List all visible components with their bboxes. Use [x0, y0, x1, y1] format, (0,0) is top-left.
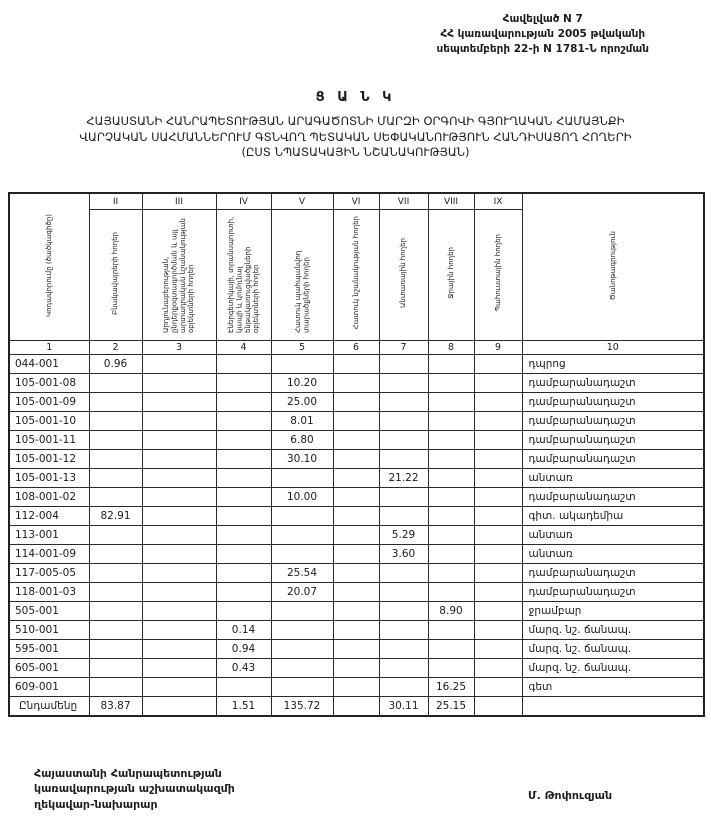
value-cell: [142, 374, 216, 393]
value-cell: [216, 564, 271, 583]
note-cell: [522, 697, 704, 717]
note-cell: անտառ: [522, 469, 704, 488]
table-body: [9, 355, 704, 717]
signatory-line-2: կառավարության աշխատակազմի: [34, 782, 235, 796]
value-cell: 135.72: [271, 697, 333, 717]
value-cell: [428, 640, 474, 659]
column-index-cell: 5: [271, 341, 333, 355]
value-cell: [271, 355, 333, 374]
value-cell: [271, 526, 333, 545]
value-cell: [333, 374, 379, 393]
value-cell: 16.25: [428, 678, 474, 697]
roman-numeral-iii: III: [142, 193, 216, 210]
value-cell: [428, 583, 474, 602]
value-cell: [142, 659, 216, 678]
value-cell: [89, 526, 142, 545]
header-forest-lands: [379, 210, 428, 341]
column-index-row: [9, 341, 704, 355]
value-cell: [216, 507, 271, 526]
value-cell: [216, 355, 271, 374]
code-cell: 105-001-12: [9, 450, 89, 469]
document-title: Ց Ա Ն Կ: [315, 90, 396, 105]
header-code-label: Կոդավորումը (ծածկագիծը): [45, 214, 54, 317]
value-cell: [379, 678, 428, 697]
value-cell: [271, 659, 333, 678]
header-water-label: Ջրային հողեր: [446, 247, 455, 299]
value-cell: 5.29: [379, 526, 428, 545]
value-cell: [474, 374, 522, 393]
value-cell: [89, 659, 142, 678]
note-cell: անտառ: [522, 545, 704, 564]
value-cell: [379, 412, 428, 431]
value-cell: [89, 469, 142, 488]
value-cell: [89, 412, 142, 431]
value-cell: [142, 526, 216, 545]
value-cell: [333, 355, 379, 374]
value-cell: [379, 640, 428, 659]
value-cell: [333, 602, 379, 621]
value-cell: 0.14: [216, 621, 271, 640]
signature-name: Մ. Թոփուզյան: [528, 789, 613, 802]
total-row: [9, 697, 704, 717]
value-cell: 6.80: [271, 431, 333, 450]
value-cell: [333, 450, 379, 469]
header-protected-label: Հատուկ պահպանվող տարածքների հողեր: [293, 250, 310, 333]
note-cell: դամբարանադաշտ: [522, 393, 704, 412]
table-row: [9, 488, 704, 507]
value-cell: [89, 431, 142, 450]
roman-numeral-v: V: [271, 193, 333, 210]
header-special-lands: [333, 210, 379, 341]
value-cell: [142, 393, 216, 412]
value-cell: [333, 431, 379, 450]
column-index-cell: 9: [474, 341, 522, 355]
value-cell: [142, 507, 216, 526]
value-cell: [379, 507, 428, 526]
code-cell: 595-001: [9, 640, 89, 659]
value-cell: [474, 412, 522, 431]
value-cell: [474, 602, 522, 621]
value-cell: [333, 697, 379, 717]
table-row: [9, 412, 704, 431]
value-cell: [428, 564, 474, 583]
value-cell: [142, 678, 216, 697]
value-cell: [474, 621, 522, 640]
value-cell: [271, 602, 333, 621]
value-cell: [216, 488, 271, 507]
value-cell: [428, 431, 474, 450]
value-cell: [474, 564, 522, 583]
value-cell: [333, 678, 379, 697]
value-cell: [216, 412, 271, 431]
signatory-line-1: Հայաստանի Հանրապետության: [34, 767, 222, 780]
value-cell: [474, 697, 522, 717]
value-cell: [142, 564, 216, 583]
header-reserve-label: Պահուստային հողեր: [493, 234, 502, 312]
column-index-cell: 6: [333, 341, 379, 355]
code-cell: Ընդամենը: [9, 697, 89, 717]
value-cell: [89, 678, 142, 697]
header-note-label: Ծանոթագրություն: [608, 230, 617, 301]
column-index-cell: 4: [216, 341, 271, 355]
table-row: [9, 355, 704, 374]
table-row: [9, 659, 704, 678]
note-cell: դամբարանադաշտ: [522, 431, 704, 450]
value-cell: [428, 507, 474, 526]
value-cell: [333, 526, 379, 545]
table-row: [9, 678, 704, 697]
value-cell: [474, 526, 522, 545]
value-cell: [428, 412, 474, 431]
value-cell: [474, 488, 522, 507]
table-row: [9, 393, 704, 412]
value-cell: 8.01: [271, 412, 333, 431]
note-cell: մարզ. նշ. ճանապ.: [522, 640, 704, 659]
value-cell: [89, 450, 142, 469]
value-cell: 25.15: [428, 697, 474, 717]
header-settlement-lands: [89, 210, 142, 341]
value-cell: [271, 621, 333, 640]
header-energy-label: Էներգետիկայի, տրանսպորտի, կապի և կոմունալ ենթակառուցվածքների օբյեկտների հողեր: [226, 216, 260, 333]
value-cell: [333, 659, 379, 678]
header-reserve-lands: [474, 210, 522, 341]
value-cell: [142, 602, 216, 621]
value-cell: [474, 469, 522, 488]
table-row: [9, 583, 704, 602]
title-line-1: ՀԱՅԱՍՏԱՆԻ ՀԱՆՐԱՊԵՏՈՒԹՅԱՆ ԱՐԱԳԱԾՈՏՆԻ ՄԱՐԶԻ ՕՐԳՈՎԻ ԳՅՈՒՂԱԿԱՆ ՀԱՄԱՅՆՔԻ: [86, 114, 625, 128]
value-cell: [333, 640, 379, 659]
value-cell: [333, 583, 379, 602]
note-cell: գետ: [522, 678, 704, 697]
note-cell: դամբարանադաշտ: [522, 488, 704, 507]
value-cell: [333, 469, 379, 488]
value-cell: [89, 545, 142, 564]
value-cell: 83.87: [89, 697, 142, 717]
note-cell: դպրոց: [522, 355, 704, 374]
value-cell: [216, 583, 271, 602]
value-cell: [379, 659, 428, 678]
column-index-cell: 2: [89, 341, 142, 355]
value-cell: [142, 621, 216, 640]
code-cell: 114-001-09: [9, 545, 89, 564]
value-cell: 0.96: [89, 355, 142, 374]
value-cell: [89, 621, 142, 640]
note-cell: գիտ. ակադեմիա: [522, 507, 704, 526]
code-cell: 609-001: [9, 678, 89, 697]
note-cell: մարզ. նշ. ճանապ.: [522, 659, 704, 678]
column-index-cell: 10: [522, 341, 704, 355]
value-cell: [474, 431, 522, 450]
value-cell: [379, 374, 428, 393]
value-cell: [474, 393, 522, 412]
code-cell: 118-001-03: [9, 583, 89, 602]
header-forest-label: Անտառային հողեր: [399, 238, 408, 308]
value-cell: [142, 450, 216, 469]
value-cell: 0.43: [216, 659, 271, 678]
roman-numeral-iv: IV: [216, 193, 271, 210]
value-cell: [333, 393, 379, 412]
note-cell: դամբարանադաշտ: [522, 583, 704, 602]
value-cell: 10.20: [271, 374, 333, 393]
value-cell: [474, 678, 522, 697]
value-cell: [428, 355, 474, 374]
value-cell: [142, 545, 216, 564]
value-cell: [428, 621, 474, 640]
title-line-2: ՎԱՐՉԱԿԱՆ ՍԱՀՄԱՆՆԵՐՈՒՄ ԳՏՆՎՈՂ ՊԵՏԱԿԱՆ ՍԵՓԱԿԱՆՈՒԹՅՈՒՆ ՀԱՆԴԻՍԱՑՈՂ ՀՈՂԵՐԻ: [79, 129, 632, 144]
value-cell: [333, 621, 379, 640]
table-row: [9, 374, 704, 393]
value-cell: [142, 583, 216, 602]
header-energy-lands: [216, 210, 271, 341]
header-industrial-label: Արդյունաբերության, ընդերքօգտագործման և այլ արտադրական նշանակության օբյեկտների հողեր: [162, 218, 196, 333]
value-cell: 10.00: [271, 488, 333, 507]
value-cell: [428, 469, 474, 488]
value-cell: [216, 450, 271, 469]
value-cell: 30.10: [271, 450, 333, 469]
value-cell: 82.91: [89, 507, 142, 526]
value-cell: [89, 374, 142, 393]
value-cell: [428, 393, 474, 412]
value-cell: 0.94: [216, 640, 271, 659]
roman-numeral-vii: VII: [379, 193, 428, 210]
value-cell: [428, 659, 474, 678]
code-cell: 105-001-09: [9, 393, 89, 412]
value-cell: [474, 659, 522, 678]
value-cell: [89, 583, 142, 602]
roman-numeral-row: [9, 193, 704, 210]
table-row: [9, 450, 704, 469]
value-cell: [142, 640, 216, 659]
header-water-lands: [428, 210, 474, 341]
appendix-reference: [436, 12, 649, 58]
column-index-cell: 3: [142, 341, 216, 355]
signatory-title-block: [34, 766, 235, 812]
value-cell: [428, 488, 474, 507]
note-cell: դամբարանադաշտ: [522, 564, 704, 583]
roman-numeral-viii: VIII: [428, 193, 474, 210]
code-cell: 112-004: [9, 507, 89, 526]
table-row: [9, 602, 704, 621]
header-settlement-label: Բնակավայրերի հողեր: [111, 231, 120, 315]
code-cell: 113-001: [9, 526, 89, 545]
document-title-block: [0, 90, 711, 161]
note-cell: դամբարանադաշտ: [522, 412, 704, 431]
roman-numeral-vi: VI: [333, 193, 379, 210]
value-cell: [474, 507, 522, 526]
note-cell: դամբարանադաշտ: [522, 374, 704, 393]
appendix-line-2: ՀՀ կառավարության 2005 թվականի: [440, 28, 646, 41]
code-cell: 105-001-11: [9, 431, 89, 450]
roman-numeral-ix: IX: [474, 193, 522, 210]
value-cell: [379, 564, 428, 583]
header-protected-lands: [271, 210, 333, 341]
value-cell: [271, 545, 333, 564]
header-code-column: [9, 193, 89, 341]
value-cell: [89, 393, 142, 412]
value-cell: [216, 526, 271, 545]
table-row: [9, 526, 704, 545]
value-cell: 8.90: [428, 602, 474, 621]
value-cell: [216, 678, 271, 697]
value-cell: [428, 374, 474, 393]
table-row: [9, 640, 704, 659]
title-line-3: (ԸՍՏ ՆՊԱՏԱԿԱՅԻՆ ՆՇԱՆԱԿՈՒԹՅԱՆ): [241, 145, 470, 160]
value-cell: 3.60: [379, 545, 428, 564]
header-special-label: Հատուկ նշանակության հողեր: [351, 216, 360, 330]
value-cell: [89, 602, 142, 621]
table-row: [9, 469, 704, 488]
code-cell: 505-001: [9, 602, 89, 621]
value-cell: [474, 355, 522, 374]
roman-numeral-ii: II: [89, 193, 142, 210]
value-cell: [142, 488, 216, 507]
value-cell: [379, 431, 428, 450]
value-cell: [379, 621, 428, 640]
value-cell: [428, 450, 474, 469]
code-cell: 105-001-13: [9, 469, 89, 488]
value-cell: [216, 431, 271, 450]
code-cell: 105-001-10: [9, 412, 89, 431]
value-cell: [379, 355, 428, 374]
value-cell: [474, 640, 522, 659]
value-cell: [271, 469, 333, 488]
value-cell: 25.00: [271, 393, 333, 412]
appendix-line-1: Հավելված N 7: [502, 13, 583, 25]
code-cell: 044-001: [9, 355, 89, 374]
column-index-cell: 1: [9, 341, 89, 355]
value-cell: [379, 602, 428, 621]
code-cell: 117-005-05: [9, 564, 89, 583]
value-cell: [428, 545, 474, 564]
value-cell: [379, 488, 428, 507]
value-cell: [142, 469, 216, 488]
code-cell: 510-001: [9, 621, 89, 640]
header-note-column: [522, 193, 704, 341]
value-cell: [474, 583, 522, 602]
value-cell: [333, 564, 379, 583]
value-cell: [333, 488, 379, 507]
table-row: [9, 431, 704, 450]
value-cell: [216, 393, 271, 412]
table-row: [9, 564, 704, 583]
signatory-line-3: ղեկավար-նախարար: [34, 797, 158, 811]
value-cell: [216, 374, 271, 393]
table-row: [9, 545, 704, 564]
value-cell: [216, 602, 271, 621]
value-cell: [271, 678, 333, 697]
note-cell: ջրամբար: [522, 602, 704, 621]
land-categories-table: [8, 192, 705, 717]
value-cell: [89, 640, 142, 659]
value-cell: 30.11: [379, 697, 428, 717]
table-row: [9, 507, 704, 526]
code-cell: 605-001: [9, 659, 89, 678]
code-cell: 108-001-02: [9, 488, 89, 507]
value-cell: 20.07: [271, 583, 333, 602]
code-cell: 105-001-08: [9, 374, 89, 393]
value-cell: [379, 450, 428, 469]
value-cell: [271, 640, 333, 659]
value-cell: [474, 545, 522, 564]
value-cell: [474, 450, 522, 469]
value-cell: [271, 507, 333, 526]
value-cell: [379, 583, 428, 602]
value-cell: [89, 564, 142, 583]
note-cell: դամբարանադաշտ: [522, 450, 704, 469]
value-cell: [142, 412, 216, 431]
note-cell: մարզ. նշ. ճանապ.: [522, 621, 704, 640]
header-industrial-lands: [142, 210, 216, 341]
value-cell: [142, 431, 216, 450]
value-cell: [142, 355, 216, 374]
value-cell: 21.22: [379, 469, 428, 488]
value-cell: [333, 412, 379, 431]
note-cell: անտառ: [522, 526, 704, 545]
value-cell: [428, 526, 474, 545]
value-cell: 25.54: [271, 564, 333, 583]
value-cell: [216, 469, 271, 488]
value-cell: [333, 507, 379, 526]
value-cell: 1.51: [216, 697, 271, 717]
appendix-line-3: սեպտեմբերի 22-ի N 1781-Ն որոշման: [436, 43, 649, 56]
value-cell: [89, 488, 142, 507]
column-index-cell: 7: [379, 341, 428, 355]
value-cell: [216, 545, 271, 564]
column-index-cell: 8: [428, 341, 474, 355]
value-cell: [379, 393, 428, 412]
value-cell: [333, 545, 379, 564]
table-row: [9, 621, 704, 640]
value-cell: [142, 697, 216, 717]
